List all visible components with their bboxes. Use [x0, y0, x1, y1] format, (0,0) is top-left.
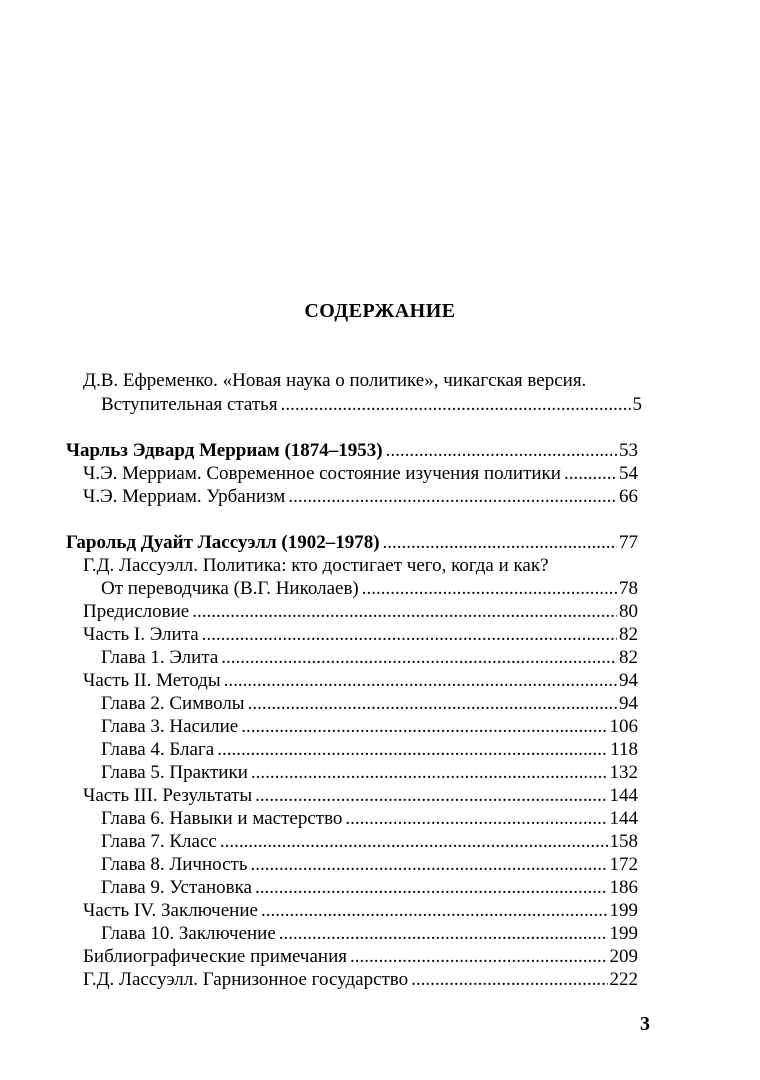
toc-leader-dots: [202, 623, 617, 646]
toc-leader-dots: [281, 393, 631, 416]
toc-entry-label: Г.Д. Лассуэлл. Гарнизонное государство: [83, 969, 409, 990]
toc-entry-page: 78: [619, 578, 638, 599]
toc-entry-chapter-8: [101, 853, 638, 876]
toc-entry-page: 94: [619, 693, 638, 714]
toc-entry-page: 94: [619, 670, 638, 691]
toc-entry-merriam-section: [66, 439, 638, 462]
toc-entry-label: Глава 1. Элита: [101, 647, 219, 668]
toc-entry-page: 144: [609, 808, 638, 829]
toc-entry-label: Предисловие: [83, 601, 190, 622]
toc-entry-page: 82: [619, 624, 638, 645]
toc-leader-dots: [255, 784, 607, 807]
toc-entry-efremenko: [83, 369, 643, 392]
toc-leader-dots: [255, 876, 608, 899]
toc-entry-part-3: [83, 784, 638, 807]
toc-entry-label: Глава 5. Практики: [101, 762, 248, 783]
toc-entry-page: 66: [619, 486, 638, 507]
toc-entry-label: Глава 6. Навыки и мастерство: [101, 808, 343, 829]
toc-leader-dots: [251, 853, 608, 876]
toc-entry-page: 172: [609, 854, 638, 875]
page-title: СОДЕРЖАНИЕ: [304, 300, 456, 322]
toc-entry-label: Вступительная статья: [101, 394, 278, 415]
toc-leader-dots: [345, 807, 607, 830]
toc-entry-label: Часть IV. Заключение: [83, 900, 258, 921]
toc-entry-label: Ч.Э. Мерриам. Современное состояние изучения политики: [83, 463, 561, 484]
toc-entry-chapter-6: [101, 807, 638, 830]
toc-entry-label: Глава 10. Заключение: [101, 923, 276, 944]
toc-entry-page: 222: [609, 969, 638, 990]
toc-entry-intro-article: [101, 393, 642, 416]
toc-entry-label: Д.В. Ефременко. «Новая наука о политике», чикагская версия.: [83, 370, 587, 391]
toc-entry-page: 199: [609, 923, 638, 944]
toc-entry-label: Глава 3. Насилие: [101, 716, 239, 737]
toc-leader-dots: [221, 646, 617, 669]
toc-leader-dots: [224, 669, 617, 692]
toc-entry-bibliography: [83, 945, 638, 968]
toc-entry-label: От переводчика (В.Г. Николаев): [101, 578, 359, 599]
toc-entry-chapter-7: [101, 830, 638, 853]
toc-entry-lasswell-politics: [83, 554, 643, 577]
toc-entry-label: Г.Д. Лассуэлл. Политика: кто достигает чего, когда и как?: [83, 555, 549, 576]
toc-entry-chapter-5: [101, 761, 638, 784]
toc-entry-page: 77: [619, 532, 638, 553]
toc-entry-label: Глава 2. Символы: [101, 693, 245, 714]
toc-entry-label: Часть III. Результаты: [83, 785, 253, 806]
toc-entry-label: Глава 8. Личность: [101, 854, 248, 875]
toc-entry-page: 158: [609, 831, 638, 852]
toc-entry-label: Часть I. Элита: [83, 624, 199, 645]
toc-leader-dots: [383, 531, 617, 554]
toc-entry-label: Глава 7. Класс: [101, 831, 217, 852]
toc-entry-page: 53: [619, 440, 638, 461]
toc-leader-dots: [350, 945, 608, 968]
toc-entry-chapter-4: [101, 738, 638, 761]
toc-entry-chapter-2: [101, 692, 638, 715]
toc-entry-label: Глава 9. Установка: [101, 877, 252, 898]
toc-leader-dots: [386, 439, 617, 462]
toc-entry-page: 106: [609, 716, 638, 737]
toc-entry-garrison-state: [83, 968, 638, 991]
toc-entry-page: 209: [609, 946, 638, 967]
toc-entry-chapter-10: [101, 922, 638, 945]
toc-entry-chapter-9: [101, 876, 638, 899]
toc-entry-chapter-3: [101, 715, 638, 738]
toc-entry-page: 144: [609, 785, 638, 806]
toc-leader-dots: [251, 761, 608, 784]
toc-entry-merriam-urbanism: [83, 485, 638, 508]
toc-entry-label: Чарльз Эдвард Мерриам (1874–1953): [66, 440, 383, 461]
toc-entry-label: Часть II. Методы: [83, 670, 221, 691]
toc-leader-dots: [564, 462, 617, 485]
toc-leader-dots: [217, 738, 608, 761]
toc-entry-label: Библиографические примечания: [83, 946, 347, 967]
toc-leader-dots: [220, 830, 608, 853]
toc-entry-merriam-study: [83, 462, 638, 485]
toc-leader-dots: [362, 577, 617, 600]
toc-leader-dots: [261, 899, 608, 922]
toc-entry-page: 82: [619, 647, 638, 668]
page-number: 3: [640, 1013, 650, 1035]
toc-entry-part-4: [83, 899, 638, 922]
toc-leader-dots: [192, 600, 617, 623]
toc-entry-page: 186: [609, 877, 638, 898]
toc-leader-dots: [288, 485, 617, 508]
toc-entry-part-2: [83, 669, 638, 692]
toc-entry-label: Гарольд Дуайт Лассуэлл (1902–1978): [66, 532, 380, 553]
toc-entry-page: 5: [632, 394, 642, 415]
toc-entry-label: Глава 4. Блага: [101, 739, 215, 760]
toc-leader-dots: [241, 715, 607, 738]
toc-entry-page: 132: [609, 762, 638, 783]
toc-entry-page: 54: [619, 463, 638, 484]
toc-entry-part-1: [83, 623, 638, 646]
toc-entry-label: Ч.Э. Мерриам. Урбанизм: [83, 486, 286, 507]
toc-leader-dots: [411, 968, 607, 991]
toc-entry-translator: [101, 577, 638, 600]
toc-entry-page: 199: [609, 900, 638, 921]
toc-entry-preface: [83, 600, 638, 623]
toc-entry-chapter-1: [101, 646, 638, 669]
toc-leader-dots: [248, 692, 617, 715]
toc-entry-page: 118: [610, 739, 638, 760]
toc-entry-page: 80: [619, 601, 638, 622]
toc-leader-dots: [279, 922, 608, 945]
toc-entry-lasswell-section: [66, 531, 638, 554]
